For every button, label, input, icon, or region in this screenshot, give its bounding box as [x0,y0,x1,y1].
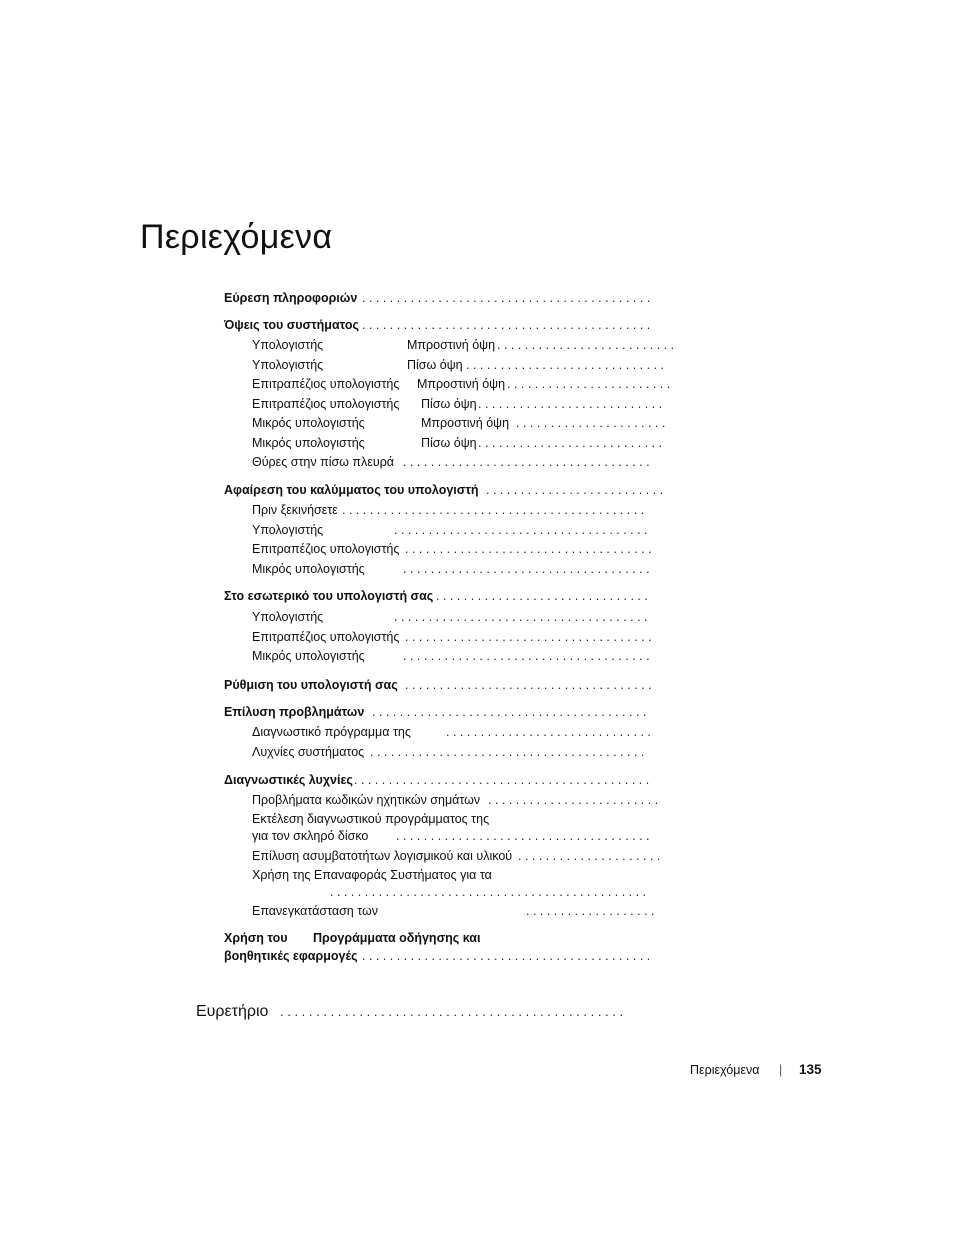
dot-leader: . . . . . . . . . . . . . . . . . . . . . . . . . . . . . . . . . . . . . . . . [370,745,645,759]
toc-entry-label: Υπολογιστής [252,338,324,352]
toc-entry [0,928,954,948]
toc-entry-label: Υπολογιστής [252,358,324,372]
toc-entry-label: Ρύθμιση του υπολογιστή σας [224,678,398,692]
dot-leader: . . . . . . . . . . . . . . . . . . . . . . . . . . . . . . . . . . . . . . . . . . [362,318,651,332]
toc-entry-label: Πριν ξεκινήσετε [252,503,338,517]
toc-entry [0,770,954,790]
toc-entry-label: Επίλυση προβλημάτων [224,705,365,719]
dot-leader: . . . . . . . . . . . . . . . . . . . . . . . . . . . . . . . [436,589,648,603]
dot-leader: . . . . . . . . . . . . . . . . . . . . . . . . . . . [478,397,663,411]
toc-entry-label: Μπροστινή όψη [421,416,510,430]
dot-leader: . . . . . . . . . . . . . . . . . . . . . . . . . . . . . . . . . . . . . . . . . . . . . . [330,885,647,899]
dot-leader: . . . . . . . . . . . . . . . . . . . . . . . . . . . . . . . . . . . . [403,455,650,469]
toc-entry-label: Πίσω όψη [421,397,477,411]
dot-leader: . . . . . . . . . . . . . . . . . . . . . . . . . . . . . . . . . . . . [405,630,652,644]
page-title: Περιεχόμενα [140,218,333,256]
toc-entry-label: Υπολογιστής [252,523,324,537]
toc-entry [0,946,954,966]
toc-entry-label: Επιτραπέζιος υπολογιστής [252,377,400,391]
dot-leader: . . . . . . . . . . . . . . . . . . . . . . . . . . [497,338,675,352]
toc-entry [0,586,954,606]
toc-entry-label: Πίσω όψη [421,436,477,450]
toc-entry [0,315,954,335]
dot-leader: . . . . . . . . . . . . . . . . . . . . . . . . . . . . . . . . . . . . . . . . [372,705,647,719]
toc-subentry [0,559,954,579]
dot-leader: . . . . . . . . . . . . . . . . . . . . . [518,849,661,863]
toc-entry-label: Μπροστινή όψη [407,338,496,352]
toc-subentry [0,374,954,394]
toc-entry-label: Διαγνωστικές λυχνίες [224,773,353,787]
toc-subentry [0,607,954,627]
toc-entry-label: Επανεγκατάσταση των [252,904,379,918]
dot-leader: . . . . . . . . . . . . . . . . . . . . . . . . . . . . . . [446,725,651,739]
toc-subentry [0,627,954,647]
toc-entry-label: Διαγνωστικό πρόγραμμα της [252,725,411,739]
dot-leader: . . . . . . . . . . . . . . . . . . . . . . . . . . . . . . . . . . . . . . . . . . . . . . . . [280,1004,624,1019]
page-footer [0,1060,954,1080]
toc-entry-label: Μικρός υπολογιστής [252,649,365,663]
toc-subentry [0,826,954,846]
footer-section-title: Περιεχόμενα [690,1063,760,1077]
toc-entry [0,675,954,695]
dot-leader: . . . . . . . . . . . . . . . . . . . . . . . . . . [486,483,664,497]
toc-subentry [0,355,954,375]
footer-separator: | [779,1063,783,1077]
toc-entry-label: Μπροστινή όψη [417,377,506,391]
toc-entry [0,480,954,500]
dot-leader: . . . . . . . . . . . . . . . . . . . . . . [516,416,666,430]
toc-entry-label: Μικρός υπολογιστής [252,416,365,430]
toc-entry-label: Επίλυση ασυμβατοτήτων λογισμικού και υλικού [252,849,513,863]
toc-entry-label: Προγράμματα οδήγησης και [313,931,481,945]
toc-entry-label: Θύρες στην πίσω πλευρά [252,455,395,469]
index-entry [0,999,954,1025]
toc-entry-label: Προβλήματα κωδικών ηχητικών σημάτων [252,793,481,807]
toc-subentry [0,433,954,453]
toc-entry-label: Πίσω όψη [407,358,463,372]
dot-leader: . . . . . . . . . . . . . . . . . . . . . . . . . . . . . . . . . . . . . . . . . . [362,949,651,963]
toc-entry-label: Στο εσωτερικό του υπολογιστή σας [224,589,434,603]
toc-subentry [0,790,954,810]
toc-subentry [0,500,954,520]
toc-entry-label: Όψεις του συστήματος [224,318,360,332]
dot-leader: . . . . . . . . . . . . . . . . . . . . . . . . . . . . . . . . . . . . [403,649,650,663]
toc-subentry [0,413,954,433]
toc-subentry [0,901,954,921]
toc-subentry [0,846,954,866]
toc-subentry [0,539,954,559]
toc-entry-label: Μικρός υπολογιστής [252,562,365,576]
toc-entry-label: Επιτραπέζιος υπολογιστής [252,397,400,411]
page-number: 135 [799,1062,822,1077]
dot-leader: . . . . . . . . . . . . . . . . . . . . . . . . . . . . . . . . . . . . . [394,523,648,537]
toc-subentry [0,742,954,762]
dot-leader: . . . . . . . . . . . . . . . . . . . . . . . . . . . . . [466,358,664,372]
dot-leader: . . . . . . . . . . . . . . . . . . . . . . . . . . . [478,436,663,450]
toc-entry-label: βοηθητικές εφαρμογές [224,949,358,963]
dot-leader: . . . . . . . . . . . . . . . . . . . . . . . . . . . . . . . . . . . . . [394,610,648,624]
dot-leader: . . . . . . . . . . . . . . . . . . . . . . . . . [488,793,659,807]
dot-leader: . . . . . . . . . . . . . . . . . . . . . . . . . . . . . . . . . . . . [403,562,650,576]
dot-leader: . . . . . . . . . . . . . . . . . . . . . . . . . . . . . . . . . . . . . . . . . . . [354,773,650,787]
dot-leader: . . . . . . . . . . . . . . . . . . . . . . . . [507,377,671,391]
toc-subentry [0,882,954,902]
dot-leader: . . . . . . . . . . . . . . . . . . . . . . . . . . . . . . . . . . . . . [396,829,650,843]
toc-entry-label: Εκτέλεση διαγνωστικού προγράμματος της [252,812,490,826]
toc-entry-label: Αφαίρεση του καλύμματος του υπολογιστή [224,483,479,497]
toc-entry-label: Εύρεση πληροφοριών [224,291,358,305]
toc-subentry [0,452,954,472]
dot-leader: . . . . . . . . . . . . . . . . . . . . . . . . . . . . . . . . . . . . [405,542,652,556]
toc-entry-label: Χρήση της Επαναφοράς Συστήματος για τα [252,868,492,882]
toc-subentry [0,520,954,540]
dot-leader: . . . . . . . . . . . . . . . . . . . [526,904,655,918]
toc-entry-label: Χρήση του [224,931,288,945]
toc-subentry [0,394,954,414]
dot-leader: . . . . . . . . . . . . . . . . . . . . . . . . . . . . . . . . . . . . [405,678,652,692]
toc-entry-label: Μικρός υπολογιστής [252,436,365,450]
toc-entry-label: Υπολογιστής [252,610,324,624]
toc-subentry [0,646,954,666]
index-label: Ευρετήριο [196,1003,269,1020]
dot-leader: . . . . . . . . . . . . . . . . . . . . . . . . . . . . . . . . . . . . . . . . . . [362,291,651,305]
toc-subentry [0,722,954,742]
toc-entry [0,702,954,722]
toc-entry-label: για τον σκληρό δίσκο [252,829,369,843]
toc-entry-label: Λυχνίες συστήματος [252,745,365,759]
toc-entry-label: Επιτραπέζιος υπολογιστής [252,630,400,644]
toc-subentry [0,335,954,355]
dot-leader: . . . . . . . . . . . . . . . . . . . . . . . . . . . . . . . . . . . . . . . . . . . . [342,503,645,517]
toc-entry-label: Επιτραπέζιος υπολογιστής [252,542,400,556]
toc-entry [0,288,954,308]
